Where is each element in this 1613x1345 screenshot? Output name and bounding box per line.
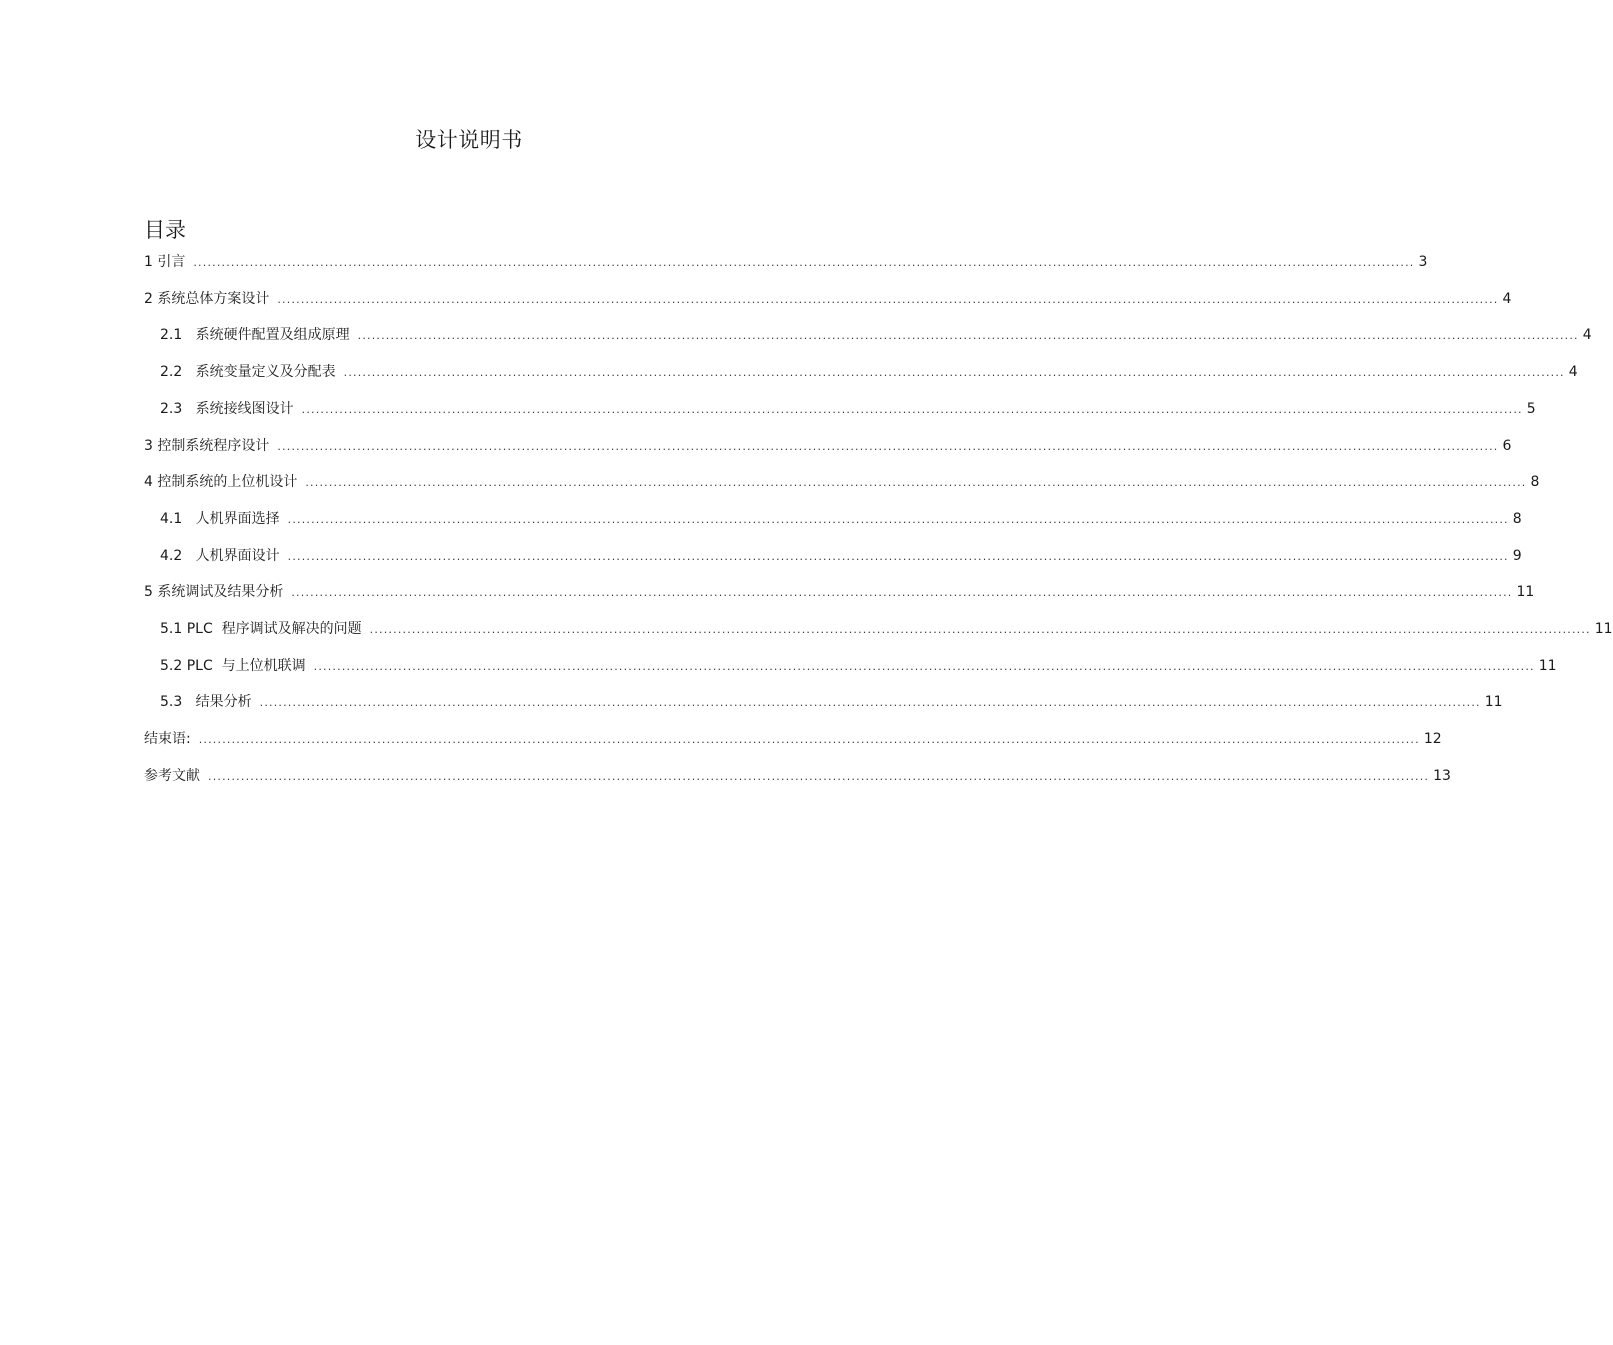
toc-entry-label: 2.1 系统硬件配置及组成原理 — [160, 327, 350, 344]
toc-entry[interactable] — [144, 766, 1451, 786]
toc-dot-leader: .................................................................................................................................................................................................................................................................... — [291, 586, 1513, 600]
toc-entry-page-number: 8 — [1530, 474, 1540, 491]
toc-entry-page-number: 5 — [1526, 400, 1536, 417]
toc-entry-label: 2.3 系统接线图设计 — [160, 400, 294, 417]
toc-entry[interactable] — [160, 509, 1522, 529]
toc-entry-page-number: 4 — [1568, 364, 1578, 381]
toc-entry-label: 2.2 系统变量定义及分配表 — [160, 364, 336, 381]
toc-dot-leader: .................................................................................................................................................................................................................................................................... — [198, 733, 1420, 747]
toc-entry[interactable] — [160, 692, 1503, 712]
toc-entry-label: 4.2 人机界面设计 — [160, 547, 280, 564]
toc-entry-page-number: 9 — [1512, 547, 1522, 564]
toc-entry-page-number: 4 — [1502, 290, 1512, 307]
toc-dot-leader: .................................................................................................................................................................................................................................................................... — [305, 476, 1527, 490]
toc-entry[interactable] — [160, 619, 1613, 639]
toc-heading: 目录 — [144, 218, 186, 242]
toc-entry-label: 参考文献 — [144, 767, 200, 784]
toc-entry-page-number: 12 — [1423, 731, 1442, 748]
toc-entry-label: 4.1 人机界面选择 — [160, 510, 280, 527]
toc-entry-label: 5.3 结果分析 — [160, 694, 252, 711]
toc-entry[interactable] — [144, 289, 1512, 309]
toc-entry-label: 2 系统总体方案设计 — [144, 290, 270, 307]
toc-entry[interactable] — [160, 546, 1522, 566]
toc-entry-page-number: 11 — [1594, 621, 1613, 637]
toc-dot-leader: .................................................................................................................................................................................................................................................................... — [287, 512, 1509, 526]
toc-dot-leader: .................................................................................................................................................................................................................................................................... — [287, 549, 1509, 563]
document-title: 设计说明书 — [415, 128, 523, 152]
toc-entry-page-number: 8 — [1512, 510, 1522, 527]
toc-entry-label: 5.2 PLC 与上位机联调 — [160, 657, 306, 674]
toc-entry-page-number: 3 — [1418, 254, 1428, 270]
toc-entry[interactable] — [144, 582, 1535, 602]
toc-entry-page-number: 6 — [1502, 437, 1512, 454]
toc-dot-leader: .................................................................................................................................................................................................................................................................... — [208, 769, 1430, 783]
toc-entry[interactable] — [160, 362, 1578, 382]
toc-entry-label: 结束语: — [144, 731, 191, 748]
toc-entry-label: 5.1 PLC 程序调试及解决的问题 — [160, 621, 362, 637]
toc-dot-leader: .................................................................................................................................................................................................................................................................... — [259, 696, 1481, 710]
toc-dot-leader: .................................................................................................................................................................................................................................................................... — [369, 623, 1591, 636]
toc-entry-page-number: 11 — [1484, 694, 1503, 711]
toc-dot-leader: .................................................................................................................................................................................................................................................................... — [301, 402, 1523, 416]
toc-entry-label: 3 控制系统程序设计 — [144, 437, 270, 454]
toc-entry-page-number: 11 — [1538, 657, 1557, 674]
toc-dot-leader: .................................................................................................................................................................................................................................................................... — [277, 439, 1499, 453]
toc-entry-page-number: 4 — [1582, 327, 1592, 344]
toc-entry[interactable] — [144, 436, 1512, 456]
toc-dot-leader: .................................................................................................................................................................................................................................................................... — [193, 256, 1415, 269]
toc-dot-leader: .................................................................................................................................................................................................................................................................... — [357, 329, 1579, 343]
toc-entry-label: 1 引言 — [144, 254, 186, 270]
toc-entry[interactable] — [144, 472, 1540, 492]
toc-entry-label: 5 系统调试及结果分析 — [144, 584, 284, 601]
toc-entry[interactable] — [144, 252, 1428, 272]
toc-entry[interactable] — [160, 325, 1592, 345]
toc-entry-label: 4 控制系统的上位机设计 — [144, 474, 298, 491]
toc-entry-page-number: 11 — [1516, 584, 1535, 601]
toc-entry[interactable] — [160, 656, 1557, 676]
toc-entry[interactable] — [160, 399, 1536, 419]
toc-entry[interactable] — [144, 729, 1442, 749]
toc-dot-leader: .................................................................................................................................................................................................................................................................... — [313, 659, 1535, 673]
toc-dot-leader: .................................................................................................................................................................................................................................................................... — [343, 366, 1565, 380]
toc-dot-leader: .................................................................................................................................................................................................................................................................... — [277, 292, 1499, 306]
toc-entry-page-number: 13 — [1433, 767, 1451, 784]
